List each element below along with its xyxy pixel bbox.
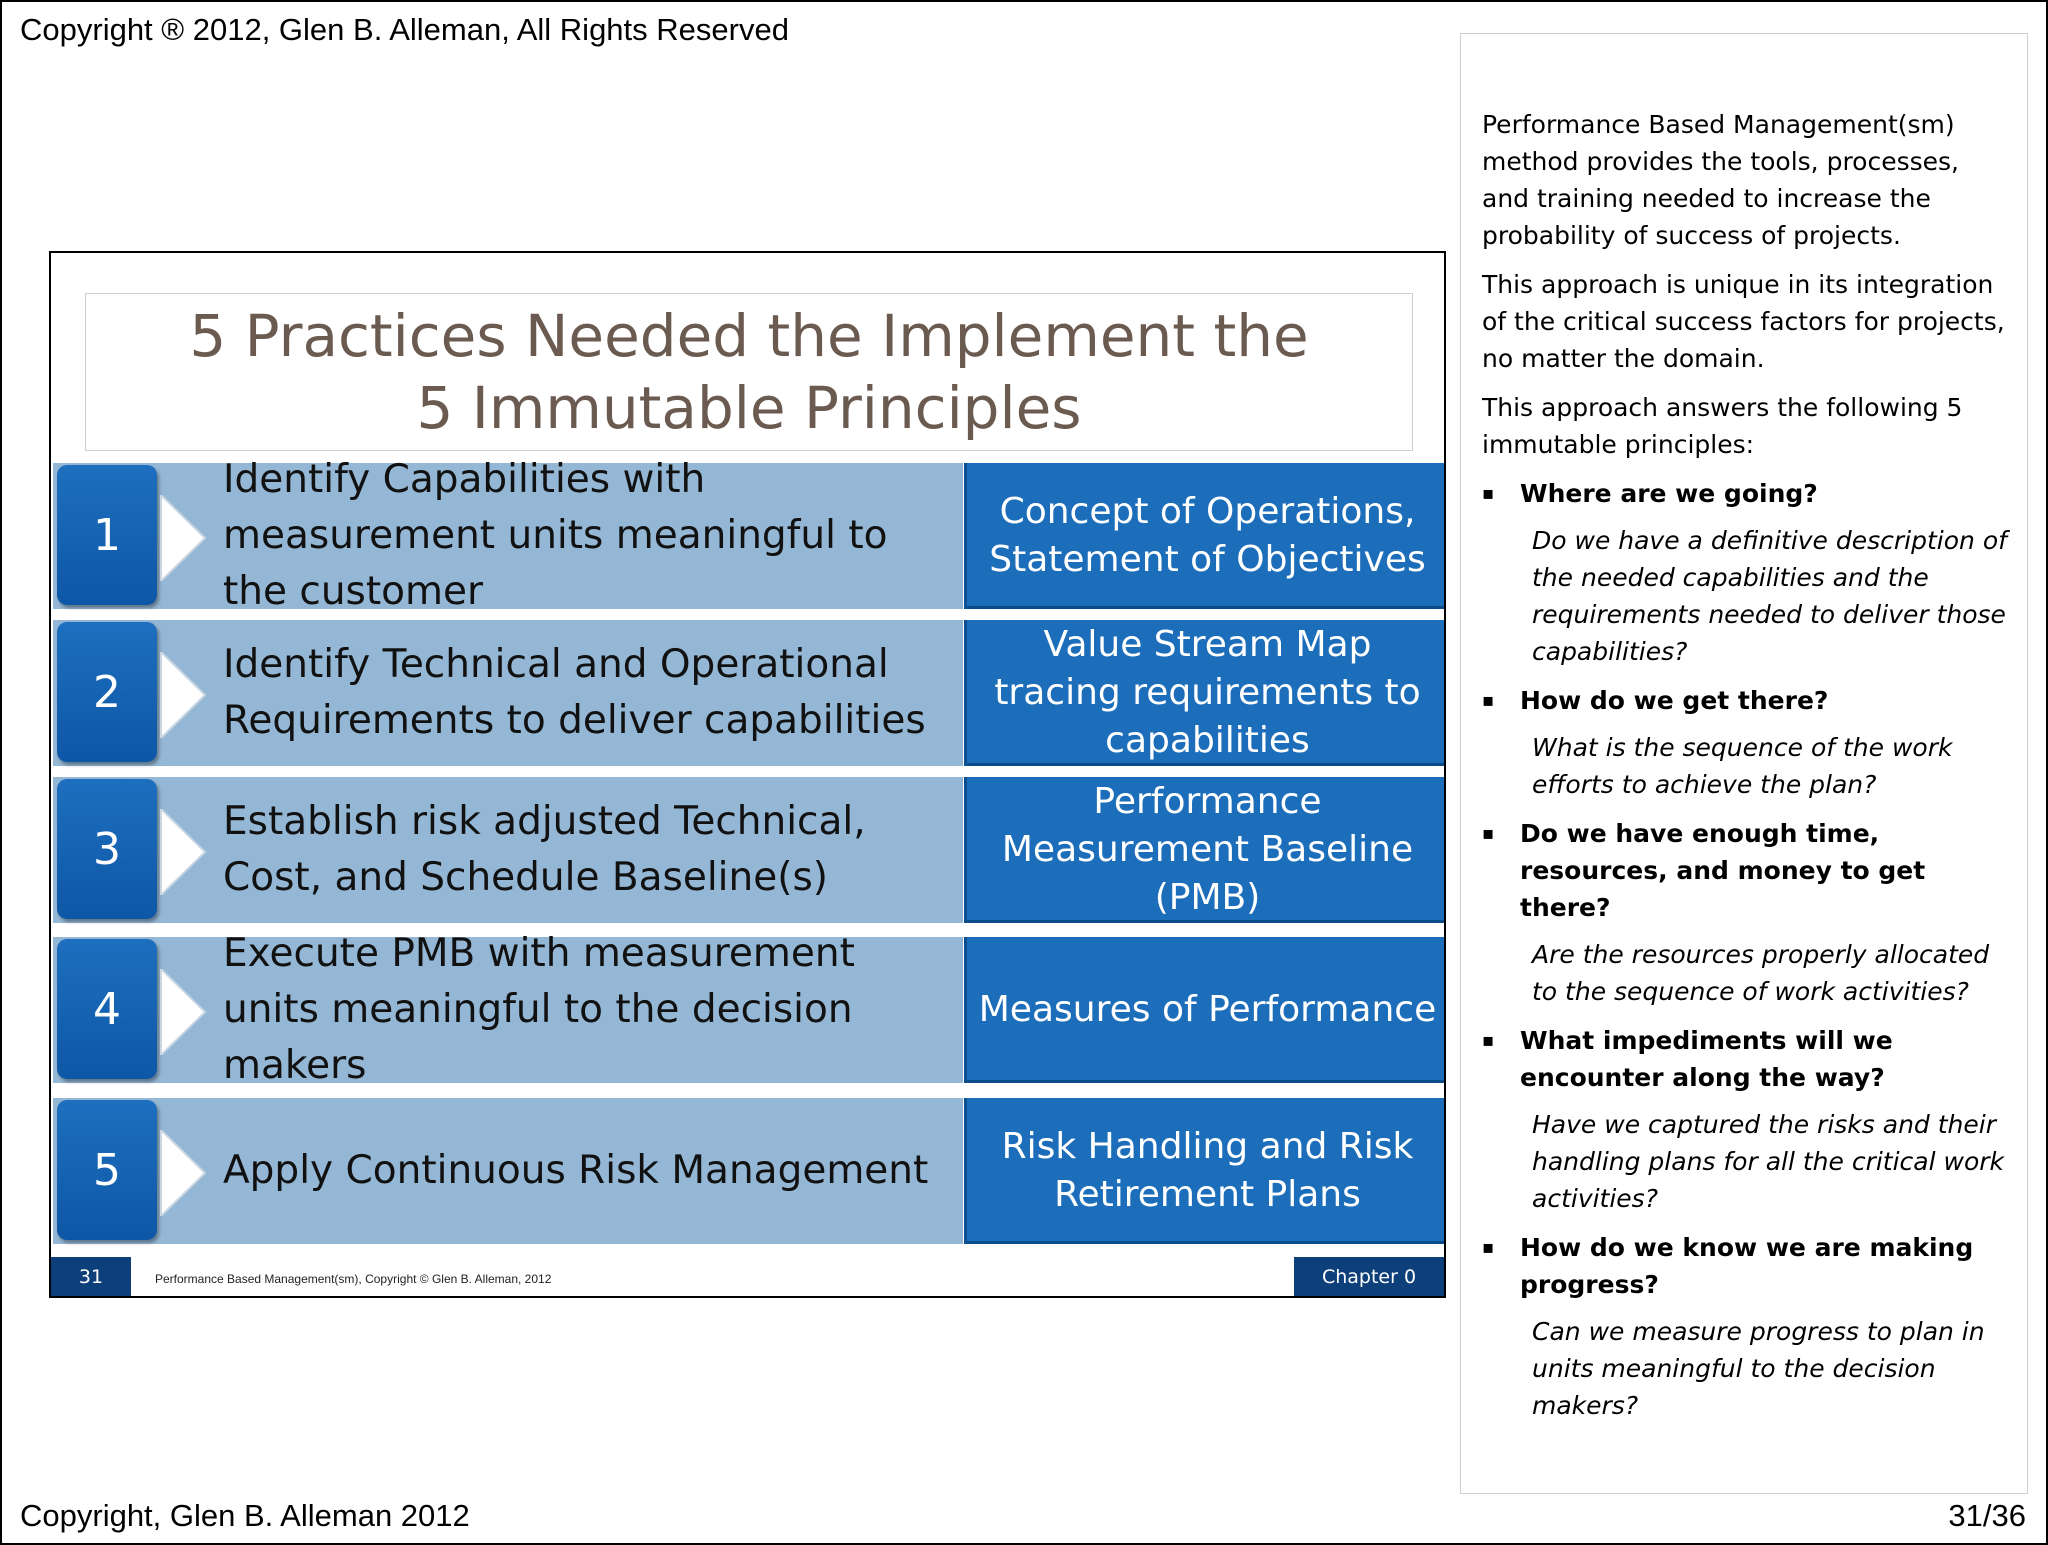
principle-question [1482,682,2012,719]
principle-answer: What is the sequence of the work efforts to achieve the plan? [1532,733,1953,799]
slide-footer [51,1257,1444,1296]
slide-number: 31 [51,1257,131,1296]
practice-row-2 [53,620,1446,766]
practice-number: 1 [57,465,157,605]
notes-content [1482,106,2012,1436]
footer-copyright: Copyright, Glen B. Alleman 2012 [20,1498,470,1533]
chevron-right-icon [157,495,207,581]
slide-footer-text: Performance Based Management(sm), Copyright © Glen B. Alleman, 2012 [155,1272,552,1286]
artifact-box: Concept of Operations, Statement of Objectives [964,463,1446,609]
principle-answer: Are the resources properly allocated to the sequence of work activities? [1532,940,1990,1006]
artifact-box: Measures of Performance [964,937,1446,1083]
question-text: How do we know we are making progress? [1520,1233,1974,1299]
question-text: Where are we going? [1520,479,1818,508]
slide-chapter: Chapter 0 [1294,1257,1444,1296]
practice-row-5 [53,1098,1446,1244]
practice-text: Establish risk adjusted Technical, Cost, and Schedule Baseline(s) [223,799,866,900]
principle-question [1482,815,2012,926]
practice-number: 3 [57,779,157,919]
principle-question [1482,1229,2012,1303]
notes-intro-1: Performance Based Management(sm) method provides the tools, processes, and training needed to increase the probability of success of projects. [1482,110,1960,250]
bullet-icon: ▪ [1482,690,1495,711]
slide [49,251,1446,1298]
slide-title [86,300,1412,444]
chevron-right-icon [157,969,207,1055]
practice-row-4 [53,931,1446,1088]
bullet-icon: ▪ [1482,1030,1495,1051]
chevron-right-icon [157,1130,207,1216]
bullet-icon: ▪ [1482,483,1495,504]
principle-answer: Have we captured the risks and their handling plans for all the critical work activities? [1532,1110,2005,1213]
practice-number: 4 [57,939,157,1079]
artifact-box: Risk Handling and Risk Retirement Plans [964,1098,1446,1244]
practice-number: 2 [57,622,157,762]
artifact-box: Performance Measurement Baseline (PMB) [964,777,1446,923]
artifact-box: Value Stream Map tracing requirements to capabilities [964,620,1446,766]
principle-answer: Do we have a definitive description of the needed capabilities and the requirements needed to deliver those capabilities? [1532,526,2007,666]
bullet-icon: ▪ [1482,823,1495,844]
chevron-right-icon [157,652,207,738]
footer-page-number: 31/36 [1948,1498,2026,1533]
question-text: Do we have enough time, resources, and money to get there? [1520,819,1926,922]
practice-number: 5 [57,1100,157,1240]
bullet-icon: ▪ [1482,1237,1495,1258]
practice-text: Apply Continuous Risk Management [223,1148,929,1193]
question-text: What impediments will we encounter along the way? [1520,1026,1893,1092]
practice-row-1 [53,457,1446,614]
slide-title-line1: 5 Practices Needed the Implement the [189,302,1309,370]
practice-row-3 [53,777,1446,923]
practice-text: Execute PMB with measurement units meaningful to the decision makers [223,931,855,1088]
principle-answer: Can we measure progress to plan in units meaningful to the decision makers? [1532,1317,1985,1420]
slide-title-box [85,293,1413,451]
practice-text: Identify Capabilities with measurement units meaningful to the customer [223,457,888,614]
practice-text: Identify Technical and Operational Requirements to deliver capabilities [223,642,926,743]
header-copyright: Copyright ® 2012, Glen B. Alleman, All Rights Reserved [20,12,789,47]
question-text: How do we get there? [1520,686,1829,715]
notes-intro-3: This approach answers the following 5 immutable principles: [1482,393,1963,459]
chevron-right-icon [157,809,207,895]
notes-intro-2: This approach is unique in its integration of the critical success factors for projects, no matter the domain. [1482,270,2005,373]
notes-panel [1460,33,2028,1494]
principle-question [1482,475,2012,512]
slide-title-line2: 5 Immutable Principles [416,374,1082,442]
principle-question [1482,1022,2012,1096]
